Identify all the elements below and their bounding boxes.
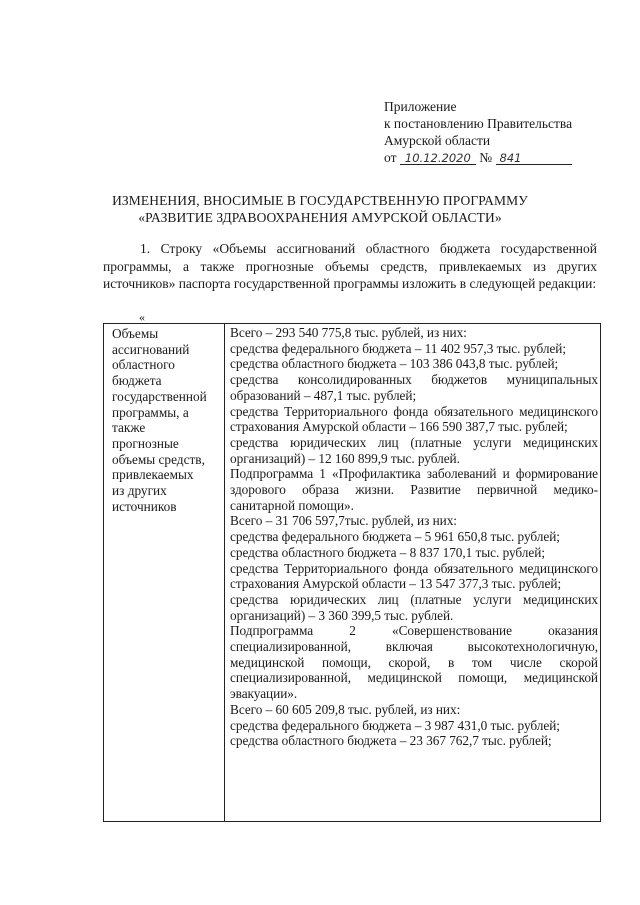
opening-quote-mark: « xyxy=(139,310,145,324)
title-line-2: «РАЗВИТИЕ ЗДРАВООХРАНЕНИЯ АМУРСКОЙ ОБЛАСТИ» xyxy=(138,210,502,225)
label-line: также xyxy=(112,420,146,436)
subprogram-1-insurance-fund: средства Территориального фонда обязательного медицинского страхования Амурской области – 13 547 377,3 тыс. рублей; xyxy=(230,560,598,592)
intro-paragraph xyxy=(103,240,597,293)
federal-budget-line: средства федерального бюджета – 11 402 957,3 тыс. рублей; xyxy=(230,340,567,356)
appendix-date-number-line xyxy=(384,149,614,166)
subprogram-1-legal-entities: средства юридических лиц (платные услуги медицинских организаций) – 3 360 399,5 тыс. рублей. xyxy=(230,591,598,623)
subprogram-2-regional: средства областного бюджета – 23 367 762,7 тыс. рублей; xyxy=(230,733,552,749)
subprogram-2-title: Подпрограмма 2 «Совершенствование оказания специализированной, включая высокотехнологичную, медицинской помощи, скорой, в том числе скорой специализированной, медицинской помощи, медицинской эвакуации». xyxy=(230,623,598,702)
subprogram-2-total: Всего – 60 605 209,8 тыс. рублей, из них: xyxy=(230,701,461,717)
municipal-budget-line: средства консолидированных бюджетов муниципальных образований – 487,1 тыс. рублей; xyxy=(230,372,598,403)
appendix-region: Амурской области xyxy=(384,133,491,148)
subprogram-1-federal: средства федерального бюджета – 5 961 650,8 тыс. рублей; xyxy=(230,529,560,545)
label-line: областного xyxy=(112,357,175,373)
label-line: из других xyxy=(112,483,167,499)
appendix-title: Приложение xyxy=(384,99,457,114)
handwritten-number: 841 xyxy=(496,152,572,165)
total-line: Всего – 293 540 775,8 тыс. рублей, из них: xyxy=(230,325,467,340)
subprogram-1-total: Всего – 31 706 597,7тыс. рублей, из них: xyxy=(230,513,457,529)
label-line: объемы средств, xyxy=(112,451,205,467)
subprogram-1-title: Подпрограмма 1 «Профилактика заболеваний и формирование здорового образа жизни. Развитие первичной медико-санитарной помощи». xyxy=(230,466,598,513)
funding-table xyxy=(103,323,601,822)
number-sign: № xyxy=(479,150,493,165)
subprogram-2-federal: средства федерального бюджета – 3 987 431,0 тыс. рублей; xyxy=(230,717,560,733)
label-line: прогнозные xyxy=(112,435,179,451)
label-line: программы, а xyxy=(112,404,189,420)
label-line: государственной xyxy=(112,388,207,404)
label-line: ассигнований xyxy=(112,341,190,357)
title-line-1: ИЗМЕНЕНИЯ, ВНОСИМЫЕ В ГОСУДАРСТВЕННУЮ ПРОГРАММУ xyxy=(112,193,528,208)
handwritten-date: 10.12.2020 xyxy=(400,152,476,165)
appendix-from-label: от xyxy=(384,150,397,165)
label-line: Объемы xyxy=(112,326,159,341)
subprogram-1-regional: средства областного бюджета – 8 837 170,1 тыс. рублей; xyxy=(230,544,545,560)
appendix-header xyxy=(384,98,614,166)
regional-budget-line: средства областного бюджета – 103 386 043,8 тыс. рублей; xyxy=(230,356,559,372)
label-cell xyxy=(104,324,225,822)
table-row xyxy=(104,324,601,822)
document-title xyxy=(0,192,640,226)
label-line: источников xyxy=(112,498,177,514)
insurance-fund-line: средства Территориального фонда обязательного медицинского страхования Амурской области – 166 590 387,7 тыс. рублей; xyxy=(230,403,598,435)
content-cell xyxy=(225,324,601,822)
appendix-decree-ref: к постановлению Правительства xyxy=(384,116,573,131)
intro-text: 1. Строку «Объемы ассигнований областного бюджета государственной программы, а также прогнозные объемы средств, привлекаемых из других источников» паспорта государственной программы изложить в следующей редакции: xyxy=(103,241,597,291)
legal-entities-line: средства юридических лиц (платные услуги медицинских организаций) – 12 160 899,9 тыс. рублей. xyxy=(230,434,598,466)
label-line: привлекаемых xyxy=(112,467,194,483)
label-line: бюджета xyxy=(112,373,162,389)
